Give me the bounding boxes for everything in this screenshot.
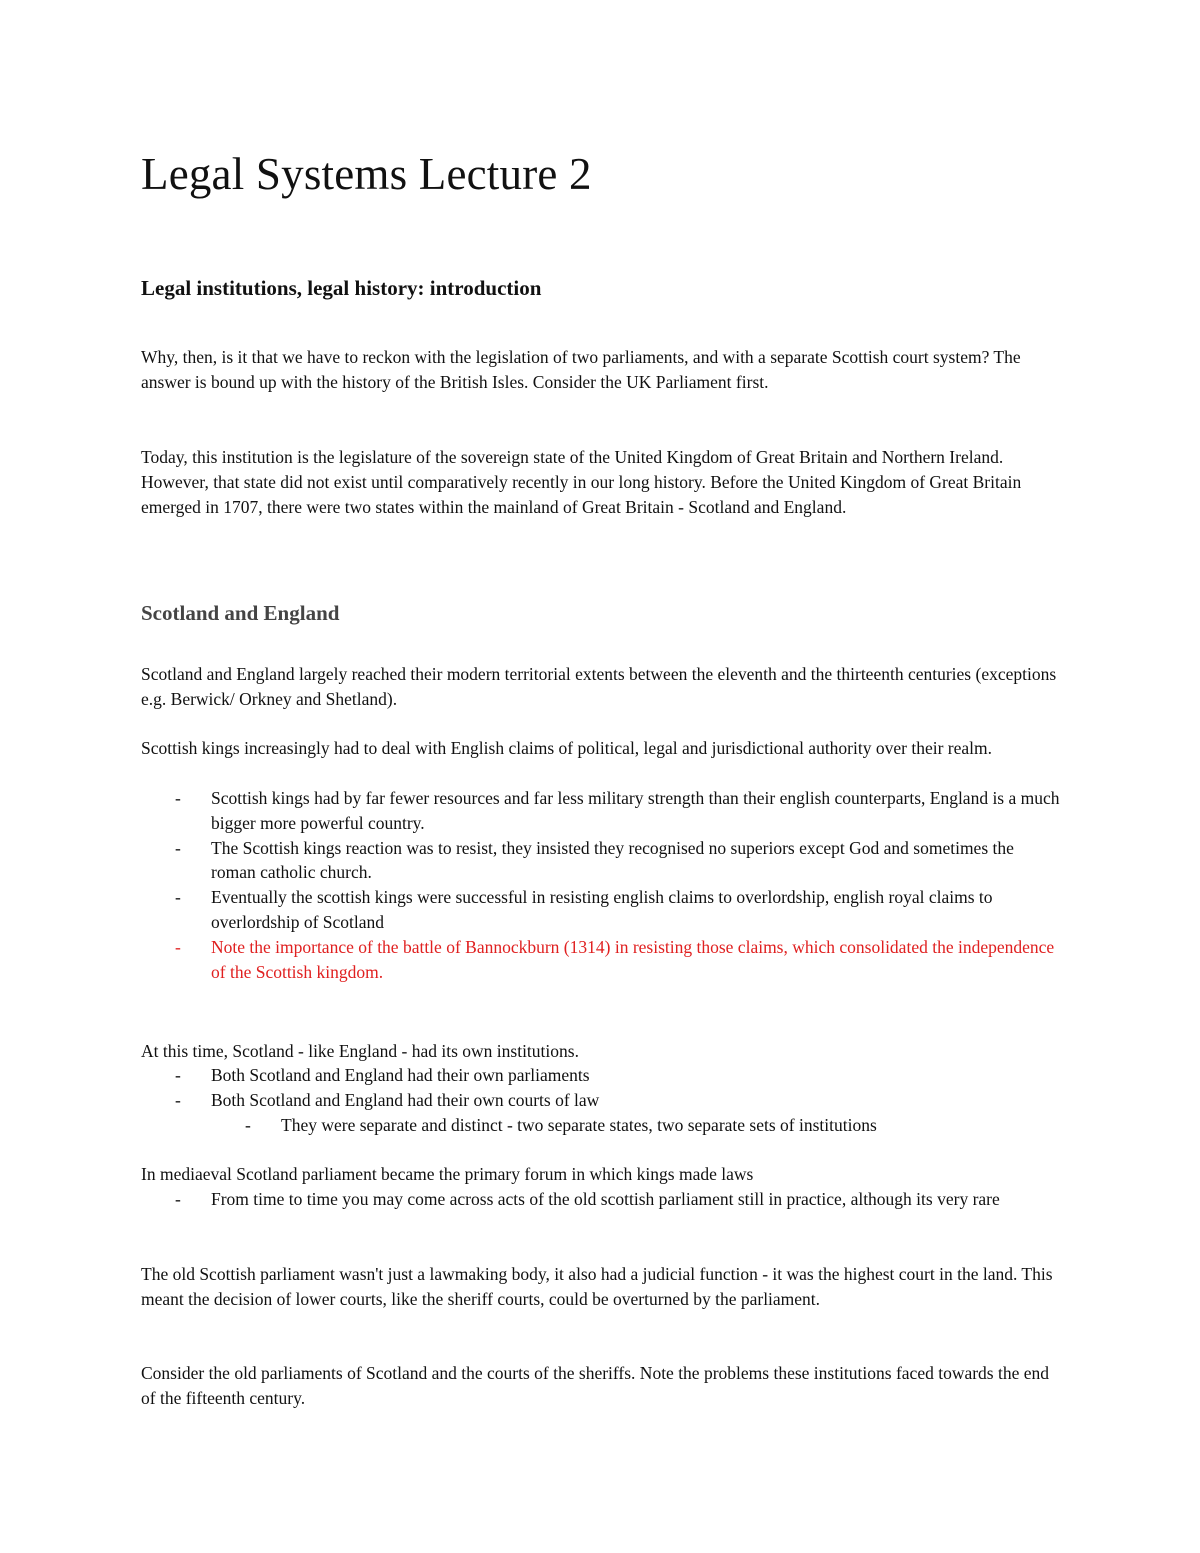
subtitle: Legal institutions, legal history: introduction [141,276,542,300]
list-item-highlight [141,935,1061,985]
paragraph-territorial: Scotland and England largely reached their modern territorial extents between the eleventh and the thirteenth centuries (exceptions e.g. Berwick/ Orkney and Shetland). [141,664,1057,709]
list-item [141,1113,1061,1138]
dash-marker: - [175,1189,181,1209]
dash-marker: - [175,1065,181,1085]
dash-marker: - [175,788,181,808]
paragraph-today: Today, this institution is the legislature of the sovereign state of the United Kingdom of Great Britain and Northern Ireland. However, that state did not exist until comparatively recently in our long history. Before the United Kingdom of Great Britain emerged in 1707, there were two states within the mainland of Great Britain - Scotland and England. [141,447,1022,517]
list-item [141,885,1061,935]
list-item-text: Scottish kings had by far fewer resources and far less military strength than their english counterparts, England is a much bigger more powerful country. [211,788,1060,833]
list-item-text: They were separate and distinct - two separate states, two separate sets of institutions [281,1114,877,1135]
paragraph-institutions: At this time, Scotland - like England - had its own institutions. [141,1041,579,1061]
list-item [141,1187,1061,1212]
dash-marker: - [245,1114,251,1135]
paragraph-sheriffs: Consider the old parliaments of Scotland and the courts of the sheriffs. Note the problems these institutions faced towards the end of the fifteenth century. [141,1363,1050,1408]
list-item [141,1063,1061,1088]
dash-marker: - [175,887,181,908]
paragraph-mediaeval: In mediaeval Scotland parliament became the primary forum in which kings made laws [141,1164,754,1184]
dash-marker: - [175,837,181,858]
list-item-text: Both Scotland and England had their own parliaments [211,1065,590,1085]
paragraph-judicial: The old Scottish parliament wasn't just a lawmaking body, it also had a judicial function - it was the highest court in the land. This meant the decision of lower courts, like the sheriff courts, could be overturned by the parliament. [141,1264,1053,1309]
list-item [141,786,1061,836]
list-item-text: The Scottish kings reaction was to resist, they insisted they recognised no superiors except God and sometimes the roman catholic church. [211,837,1014,883]
list-item [141,1088,1061,1113]
paragraph-scottish-kings: Scottish kings increasingly had to deal with English claims of political, legal and jurisdictional authority over their realm. [141,738,992,758]
bullet-list-kings [141,786,1061,984]
dash-marker: - [175,1089,181,1110]
list-item-text: Both Scotland and England had their own courts of law [211,1089,600,1110]
bullet-list-institutions [141,1063,1061,1137]
list-item-text: Eventually the scottish kings were successful in resisting english claims to overlordship, english royal claims to overlordship of Scotland [211,887,993,932]
page-title: Legal Systems Lecture 2 [141,149,592,199]
paragraph-intro: Why, then, is it that we have to reckon with the legislation of two parliaments, and with a separate Scottish court system? The answer is bound up with the history of the British Isles. Consider the UK Parliament first. [141,347,1021,392]
list-item [141,836,1061,886]
dash-marker: - [175,936,181,957]
bullet-list-acts [141,1187,1061,1212]
list-item-text: From time to time you may come across acts of the old scottish parliament still in practice, although its very rare [211,1189,1000,1209]
list-item-text: Note the importance of the battle of Bannockburn (1314) in resisting those claims, which consolidated the independence of the Scottish kingdom. [211,936,1055,982]
section-heading: Scotland and England [141,601,340,625]
